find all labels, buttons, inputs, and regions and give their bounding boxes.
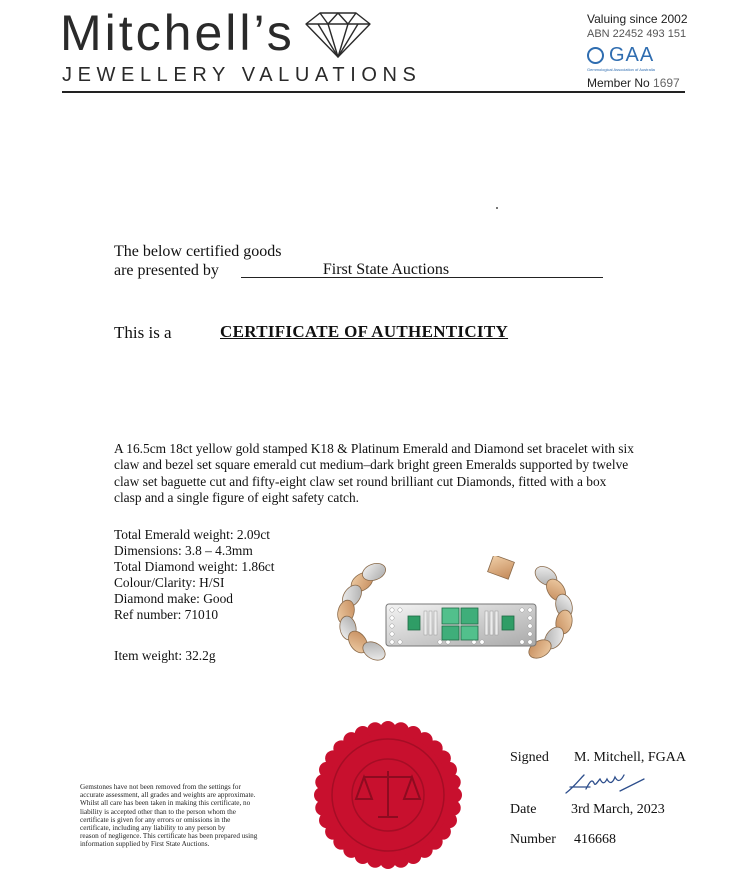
gaa-globe-icon bbox=[587, 47, 604, 64]
member-number bbox=[587, 76, 680, 90]
number-label: Number bbox=[510, 832, 556, 847]
disclaimer-line: reason of negligence. This certificate has been prepared using bbox=[80, 832, 258, 841]
presented-line-1: The below certified goods bbox=[114, 243, 282, 260]
certificate-title: CERTIFICATE OF AUTHENTICITY bbox=[220, 322, 509, 341]
diamond-make: Diamond make: Good bbox=[114, 591, 234, 606]
presented-line-2: are presented by bbox=[114, 262, 219, 279]
disclaimer-line: accurate assessment, all grades and weights are approximate. bbox=[80, 791, 256, 800]
item-weight: Item weight: 32.2g bbox=[114, 648, 216, 663]
wax-seal-scales-icon bbox=[312, 719, 464, 871]
bracelet-photo bbox=[328, 556, 590, 676]
disclaimer-line: information supplied by First State Auctions. bbox=[80, 840, 210, 849]
brand-subtitle: JEWELLERY VALUATIONS bbox=[62, 64, 422, 86]
disclaimer-line: Whilst all care has been taken in making this certificate, no bbox=[80, 799, 251, 808]
member-label: Member No bbox=[587, 76, 650, 90]
date-value: 3rd March, 2023 bbox=[571, 802, 665, 817]
certificate-number: 416668 bbox=[574, 832, 616, 847]
disclaimer-line: certificate is given for any errors or omissions in the bbox=[80, 815, 231, 824]
emerald-weight: Total Emerald weight: 2.09ct bbox=[114, 527, 270, 542]
signed-label: Signed bbox=[510, 750, 549, 765]
brand-name: Mitchell’s bbox=[60, 5, 295, 61]
disclaimer bbox=[80, 783, 295, 849]
abn-number: ABN 22452 493 151 bbox=[587, 28, 687, 40]
speck bbox=[496, 207, 498, 209]
handwritten-signature bbox=[560, 769, 650, 797]
diamond-weight: Total Diamond weight: 1.86ct bbox=[114, 559, 275, 574]
colour-clarity: Colour/Clarity: H/SI bbox=[114, 575, 225, 590]
diamond-outline-icon bbox=[298, 10, 378, 60]
date-label: Date bbox=[510, 802, 537, 817]
gaa-logo: GAA bbox=[609, 44, 655, 66]
header-divider bbox=[62, 91, 685, 93]
item-description: A 16.5cm 18ct yellow gold stamped K18 & Platinum Emerald and Diamond set bracelet with six claw and bezel set square emerald cut medium–dark bright green Emeralds supported by twelve claw set baguette cut and fifty-eight claw set round brilliant cut Diamonds, fitted with a box clasp and a single figure of eight safety catch. bbox=[114, 441, 634, 506]
disclaimer-line: liability is accepted other than to the person whom the bbox=[80, 807, 236, 816]
presenter-name: First State Auctions bbox=[322, 261, 450, 278]
valuing-since: Valuing since 2002 bbox=[587, 12, 688, 26]
gaa-full-name: Gemmological Association of Australia bbox=[587, 67, 655, 72]
disclaimer-line: Gemstones have not been removed from the settings for bbox=[80, 783, 241, 791]
ref-number: Ref number: 71010 bbox=[114, 607, 219, 622]
disclaimer-line: certificate, including any liability to any person by bbox=[80, 824, 226, 833]
certificate-prefix: This is a bbox=[114, 323, 172, 342]
signed-value: M. Mitchell, FGAA bbox=[574, 750, 686, 765]
dimensions: Dimensions: 3.8 – 4.3mm bbox=[114, 543, 253, 558]
member-no-value: 1697 bbox=[653, 76, 680, 90]
